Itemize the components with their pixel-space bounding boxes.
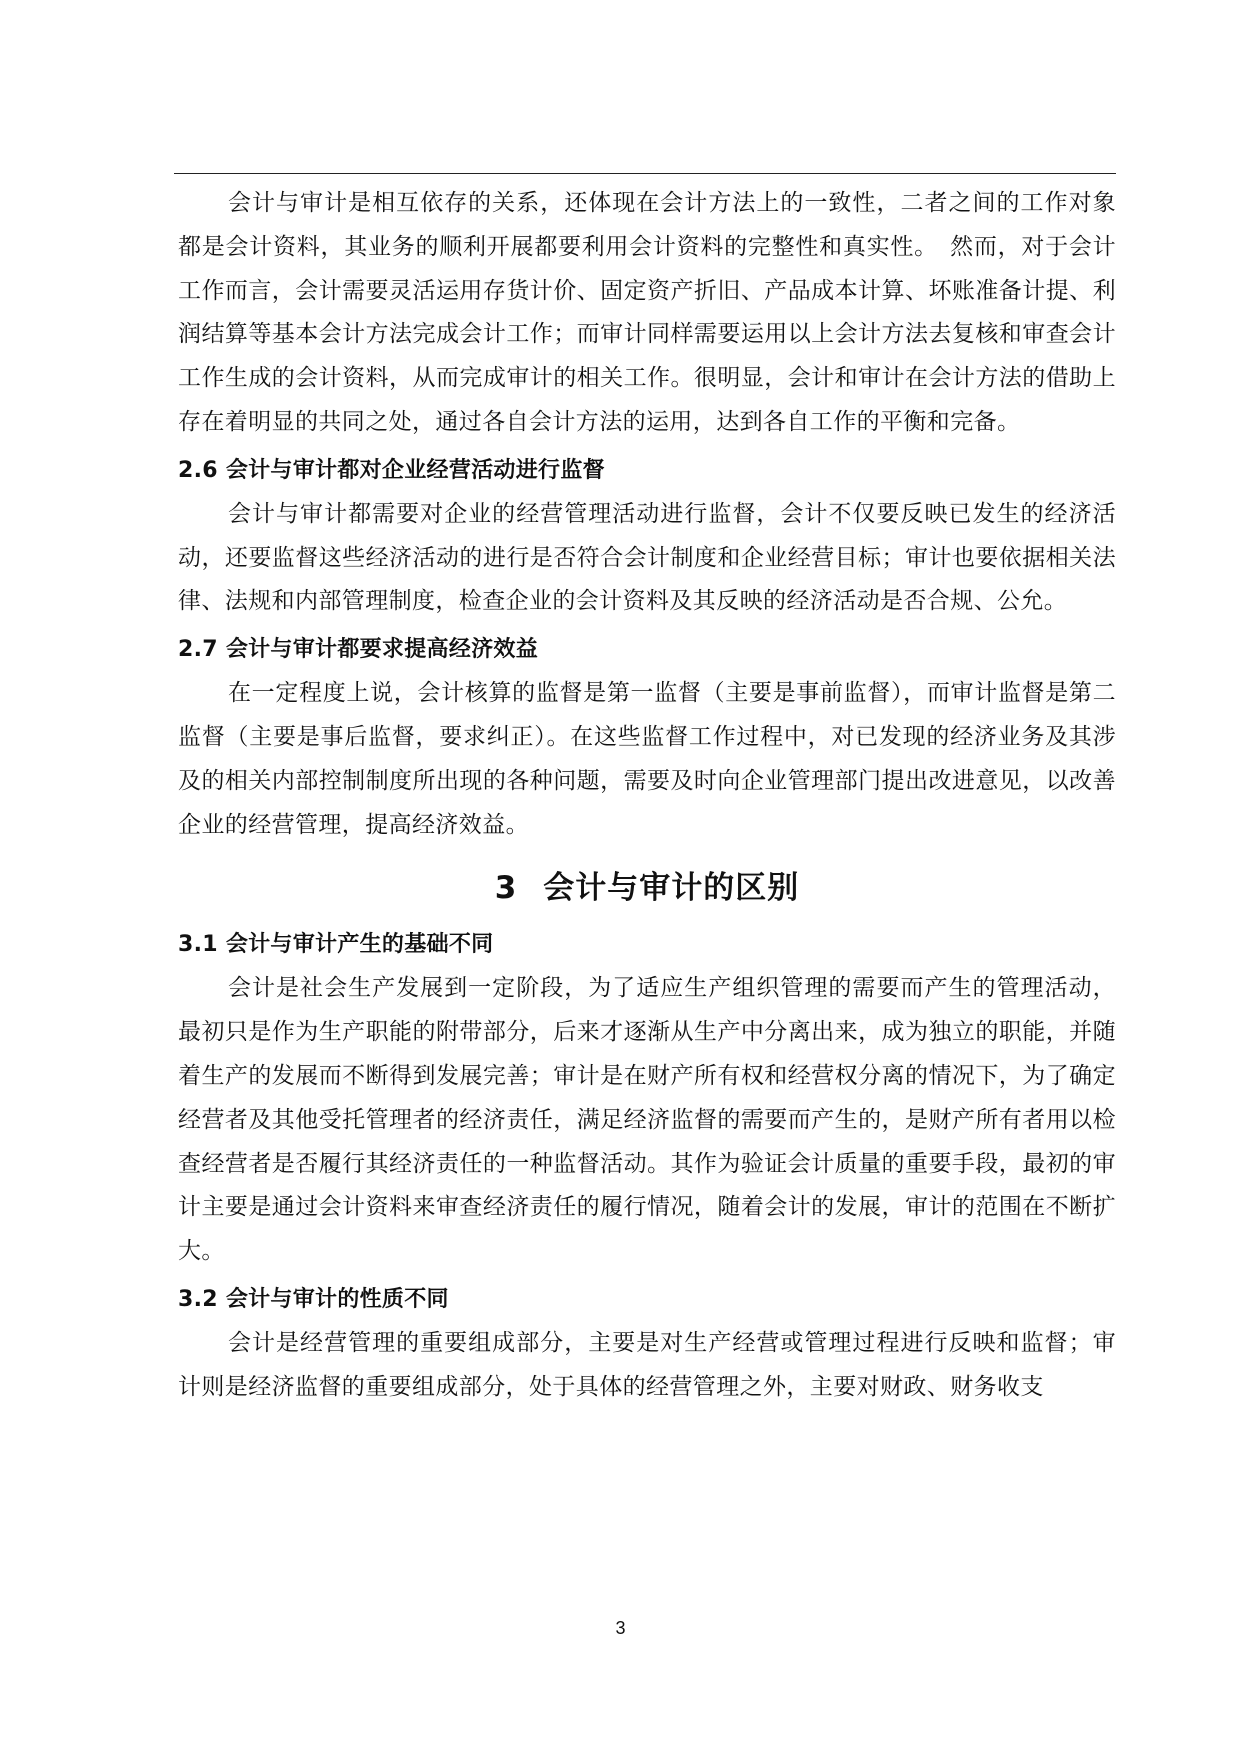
paragraph-origin-difference: 会计是社会生产发展到一定阶段，为了适应生产组织管理的需要而产生的管理活动，最初只是作为生产职能的附带部分，后来才逐渐从生产中分离出来，成为独立的职能，并随着生产的发展而不断得到发展完善；审计是在财产所有权和经营权分离的情况下，为了确定经营者及其他受托管理者的经济责任，满足经济监督的需要而产生的，是财产所有者用以检查经营者是否履行其经济责任的一种监督活动。其作为验证会计质量的重要手段，最初的审计主要是通过会计资料来审查经济责任的履行情况，随着会计的发展，审计的范围在不断扩大。 (178, 975, 1116, 1265)
page-content (178, 182, 1116, 1410)
section-heading-3-1: 3.1 会计与审计产生的基础不同 (178, 932, 494, 958)
paragraph-economic-benefit: 在一定程度上说，会计核算的监督是第一监督（主要是事前监督），而审计监督是第二监督（主要是事后监督，要求纠正）。在这些监督工作过程中，对已发现的经济业务及其涉及的相关内部控制制度所出现的各种问题，需要及时向企业管理部门提出改进意见，以改善企业的经营管理，提高经济效益。 (178, 680, 1116, 838)
section-heading-2-6: 2.6 会计与审计都对企业经营活动进行监督 (178, 457, 605, 483)
paragraph-accounting-methods: 会计与审计是相互依存的关系，还体现在会计方法上的一致性，二者之间的工作对象都是会计资料，其业务的顺利开展都要利用会计资料的完整性和真实性。 然而，对于会计工作而言，会计需要灵活运用存货计价、固定资产折旧、产品成本计算、坏账准备计提、利润结算等基本会计方法完成会计工作；而审计同样需要运用以上会计方法去复核和审查会计工作生成的会计资料，从而完成审计的相关工作。很明显，会计和审计在会计方法的借助上存在着明显的共同之处，通过各自会计方法的运用，达到各自工作的平衡和完备。 (178, 190, 1116, 435)
chapter-title: 会计与审计的区别 (543, 870, 800, 907)
section-heading-3-2: 3.2 会计与审计的性质不同 (178, 1286, 449, 1312)
section-heading-2-7: 2.7 会计与审计都要求提高经济效益 (178, 637, 539, 663)
paragraph-supervision: 会计与审计都需要对企业的经营管理活动进行监督，会计不仅要反映已发生的经济活动，还要监督这些经济活动的进行是否符合会计制度和企业经营目标；审计也要依据相关法律、法规和内部管理制度，检查企业的会计资料及其反映的经济活动是否合规、公允。 (178, 500, 1116, 615)
header-rule (174, 173, 1116, 174)
chapter-heading-3 (178, 863, 1116, 913)
chapter-number: 3 (494, 870, 518, 907)
paragraph-nature-difference: 会计是经营管理的重要组成部分，主要是对生产经营或管理过程进行反映和监督；审计则是经济监督的重要组成部分，处于具体的经营管理之外，主要对财政、财务收支 (178, 1329, 1116, 1400)
page-number: 3 (615, 1618, 626, 1638)
